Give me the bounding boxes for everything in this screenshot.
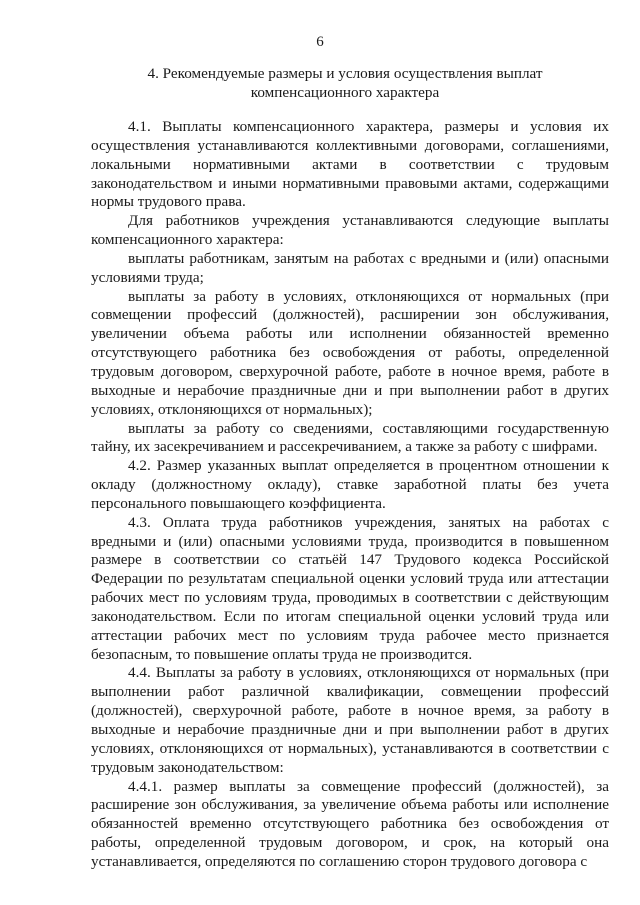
page-number: 6 (316, 34, 324, 50)
paragraph-payments-intro: Для работников учреждения устанавливаются следующие выплаты компенсационного характера: (91, 212, 609, 249)
paragraph-4-4-1: 4.4.1. размер выплаты за совмещение профессий (должностей), за расширение зон обслуживания, за увеличение объема работы или исполнение обязанностей временно отсутствующего работника без освобождения от работы, определенной трудовым договором, и срок, на который она устанавливается, определяются по соглашению сторон трудового договора с (91, 777, 609, 870)
paragraph-4-3: 4.3. Оплата труда работников учреждения, занятых на работах с вредными и (или) опасными условиями труда, производится в повышенном размере в соответствии со статьёй 147 Трудового кодекса Российской Федерации по результатам специальной оценки условий труда или аттестации рабочих мест по условиям труда, проводимых в соответствии с действующим законодательством. Если по итогам специальной оценки условий труда или аттестации рабочих мест по условиям труда рабочее место признается безопасным, то повышение оплаты труда не производится. (91, 513, 609, 663)
paragraph-4-4: 4.4. Выплаты за работу в условиях, отклоняющихся от нормальных (при выполнении работ различной квалификации, совмещении профессий (должностей), сверхурочной работе, работе в ночное время, за работу в выходные и нерабочие праздничные дни и при выполнении работ в других условиях, отклоняющихся от нормальных), устанавливаются в соответствии с трудовым законодательством: (91, 664, 609, 776)
section-title (80, 64, 610, 102)
paragraph-state-secret: выплаты за работу со сведениями, составляющими государственную тайну, их засекречиванием и рассекречиванием, а также за работу с шифрами. (91, 419, 609, 456)
paragraph-4-2: 4.2. Размер указанных выплат определяется в процентном отношении к окладу (должностному окладу), ставке заработной платы без учета персонального повышающего коэффициента. (91, 457, 609, 512)
document-body (91, 118, 609, 872)
paragraph-harmful-conditions: выплаты работникам, занятым на работах с вредными и (или) опасными условиями труда; (91, 249, 609, 286)
paragraph-4-1: 4.1. Выплаты компенсационного характера, размеры и условия их осуществления устанавливаются коллективными договорами, соглашениями, локальными нормативными актами в соответствии с трудовым законодательством и иными нормативными правовыми актами, содержащими нормы трудового права. (91, 118, 609, 211)
section-title-line-1: 4. Рекомендуемые размеры и условия осуществления выплат (147, 65, 543, 82)
paragraph-abnormal-conditions: выплаты за работу в условиях, отклоняющихся от нормальных (при совмещении профессий (должностей), расширении зон обслуживания, увеличении объема работы или исполнении обязанностей временно отсутствующего работника без освобождения от работы, определенной трудовым договором, сверхурочной работе, работе в ночное время, работе в выходные и нерабочие праздничные дни и при выполнении работ в других условиях, отклоняющихся от нормальных); (91, 287, 609, 418)
section-title-line-2: компенсационного характера (250, 84, 440, 101)
